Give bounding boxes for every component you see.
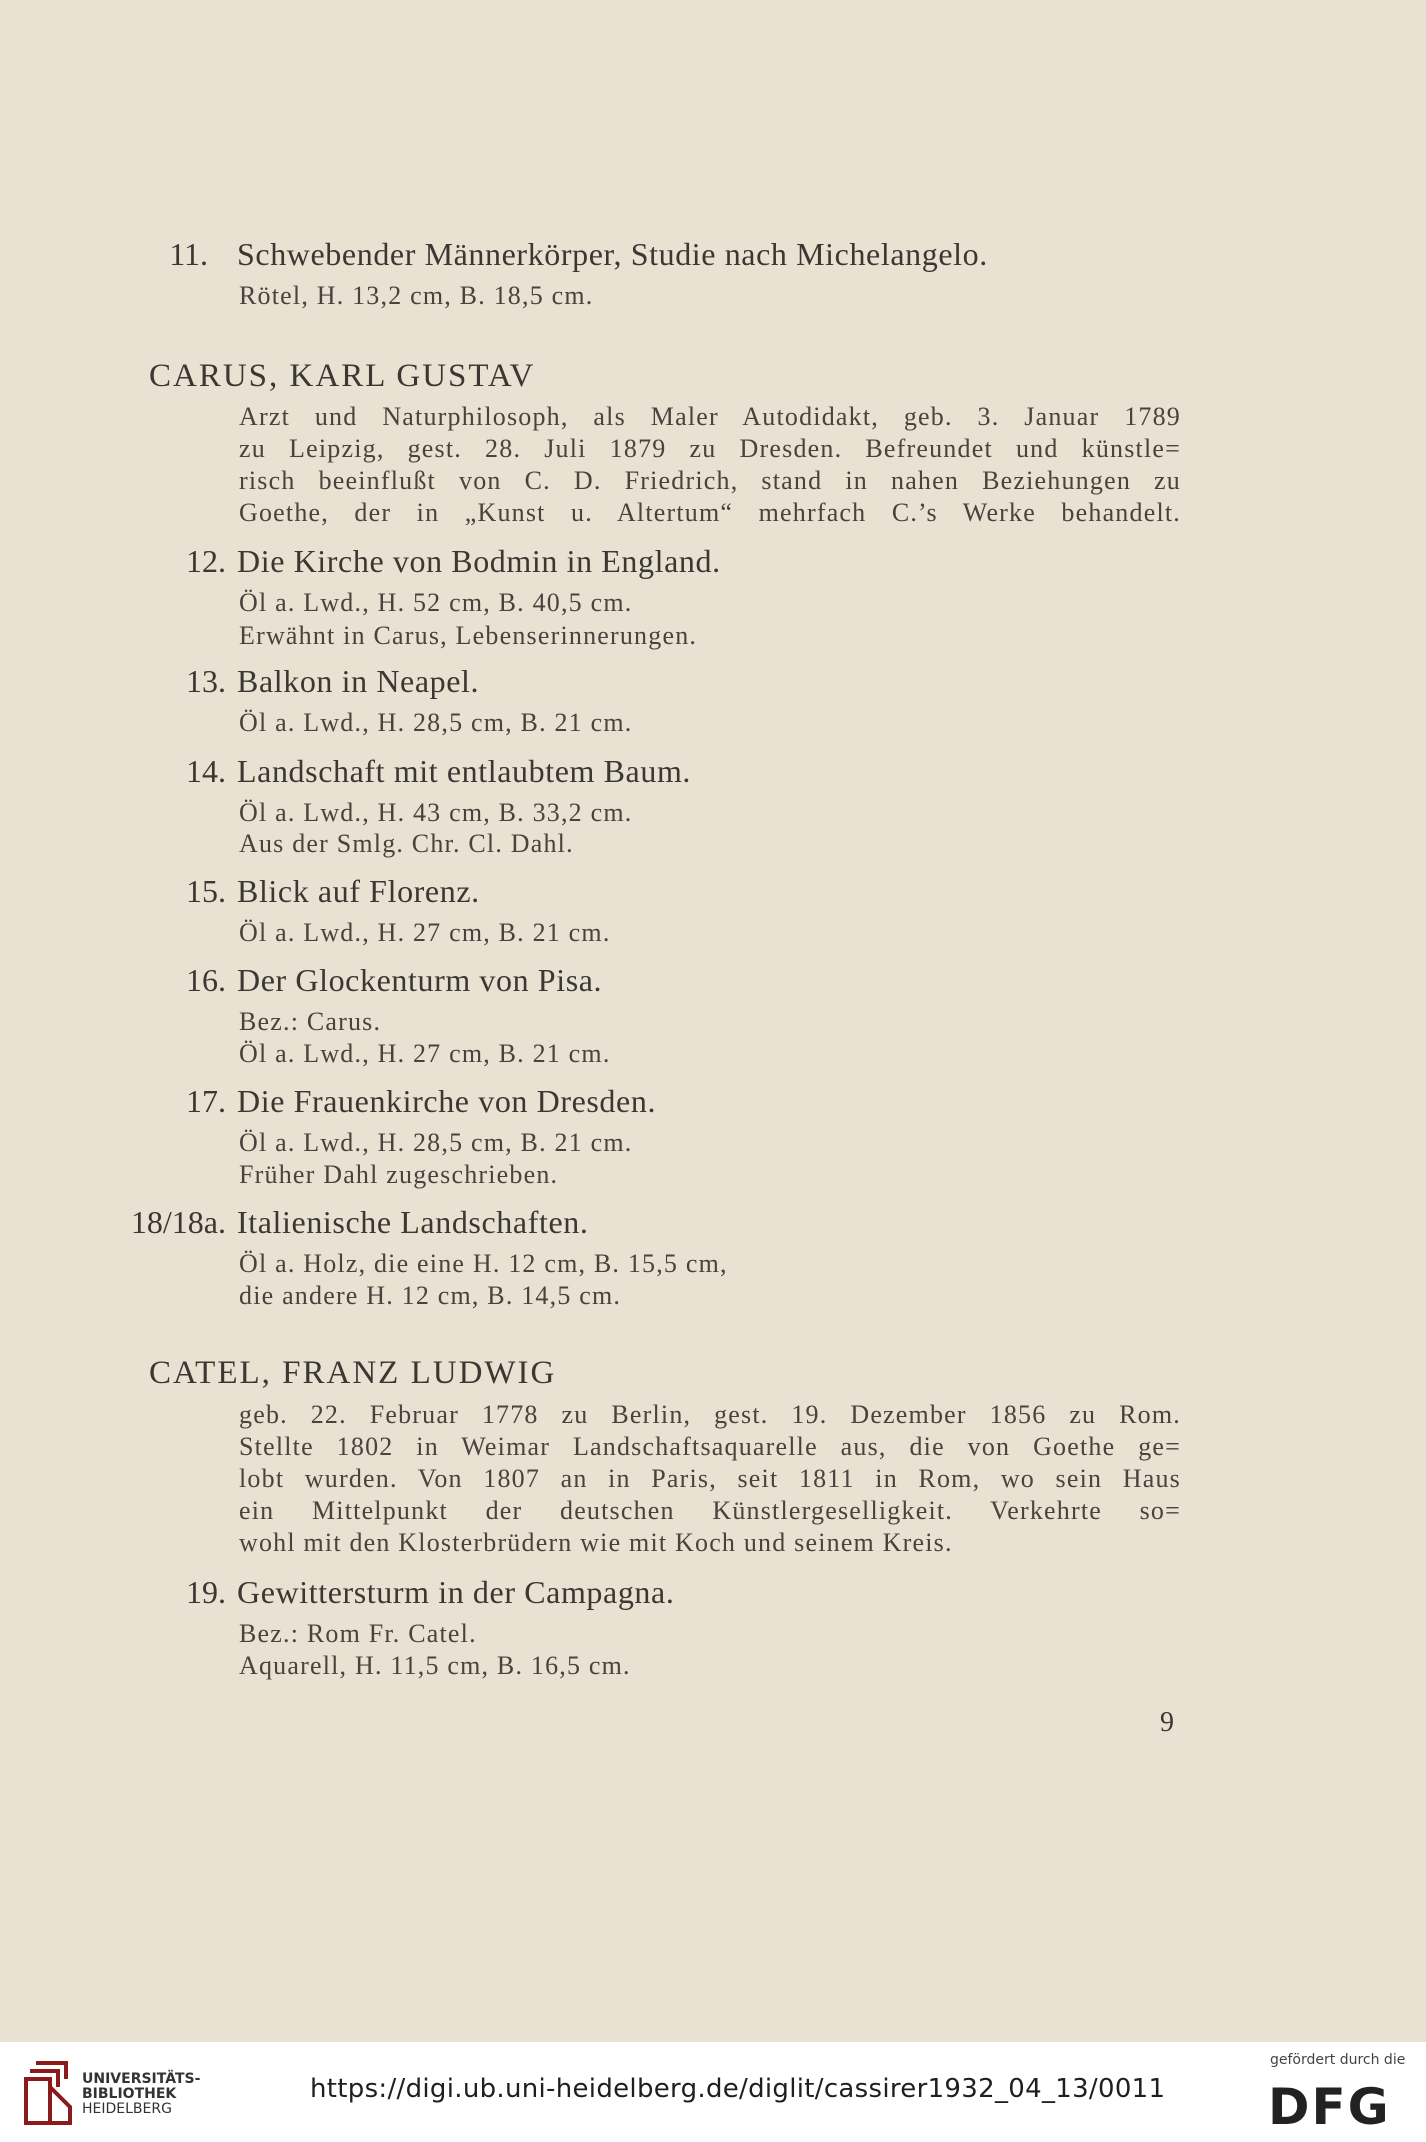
- artist-bio-line: zu Leipzig, gest. 28. Juli 1879 zu Dresden. Befreundet und künstle=: [239, 434, 1181, 463]
- artist-bio-line: Arzt und Naturphilosoph, als Maler Autodidakt, geb. 3. Januar 1789: [239, 402, 1181, 431]
- entry-number: 13.: [186, 663, 226, 699]
- entry-number: 14.: [186, 753, 226, 789]
- entry-title: Die Kirche von Bodmin in England.: [237, 543, 721, 579]
- entry-number: 11.: [169, 236, 208, 272]
- artist-heading: CATEL, FRANZ LUDWIG: [149, 1355, 557, 1391]
- entry-detail: Früher Dahl zugeschrieben.: [239, 1160, 559, 1189]
- entry-detail: Aquarell, H. 11,5 cm, B. 16,5 cm.: [239, 1651, 631, 1680]
- artist-heading: CARUS, KARL GUSTAV: [149, 358, 536, 394]
- entry-detail: Öl a. Lwd., H. 27 cm, B. 21 cm.: [239, 918, 611, 947]
- entry-title: Landschaft mit entlaubtem Baum.: [237, 753, 692, 789]
- artist-bio-line: lobt wurden. Von 1807 an in Paris, seit 1811 in Rom, wo sein Haus: [239, 1464, 1181, 1493]
- entry-title: Gewittersturm in der Campagna.: [237, 1574, 675, 1610]
- entry-number: 16.: [186, 962, 226, 998]
- entry-detail: Öl a. Lwd., H. 27 cm, B. 21 cm.: [239, 1039, 611, 1068]
- entry-number: 18/18a.: [130, 1204, 226, 1240]
- artist-bio-line: Stellte 1802 in Weimar Landschaftsaquarelle aus, die von Goethe ge=: [239, 1432, 1181, 1461]
- entry-title: Schwebender Männerkörper, Studie nach Michelangelo.: [237, 236, 988, 272]
- entry-number: 12.: [186, 543, 226, 579]
- library-name-line: BIBLIOTHEK: [82, 2086, 177, 2102]
- entry-title: Die Frauenkirche von Dresden.: [237, 1083, 657, 1119]
- entry-title: Der Glockenturm von Pisa.: [237, 962, 603, 998]
- artist-bio-line: Goethe, der in „Kunst u. Altertum“ mehrfach C.’s Werke behandelt.: [239, 498, 1181, 527]
- permalink-url[interactable]: https://digi.ub.uni-heidelberg.de/diglit/cassirer1932_04_13/0011: [310, 2074, 1166, 2104]
- entry-detail: Bez.: Rom Fr. Catel.: [239, 1619, 477, 1648]
- entry-detail: Erwähnt in Carus, Lebenserinnerungen.: [239, 621, 698, 650]
- entry-detail: Öl a. Holz, die eine H. 12 cm, B. 15,5 cm,: [239, 1249, 728, 1278]
- page-number: 9: [1160, 1707, 1175, 1738]
- entry-detail: Öl a. Lwd., H. 52 cm, B. 40,5 cm.: [239, 588, 633, 617]
- artist-bio-line: geb. 22. Februar 1778 zu Berlin, gest. 19. Dezember 1856 zu Rom.: [239, 1400, 1181, 1429]
- funded-by-label: gefördert durch die: [1270, 2052, 1406, 2068]
- entry-detail: Öl a. Lwd., H. 28,5 cm, B. 21 cm.: [239, 1128, 633, 1157]
- artist-bio-line: risch beeinflußt von C. D. Friedrich, stand in nahen Beziehungen zu: [239, 466, 1181, 495]
- library-name-line: HEIDELBERG: [82, 2101, 172, 2117]
- footer-bar: [0, 2042, 1426, 2142]
- entry-detail: die andere H. 12 cm, B. 14,5 cm.: [239, 1281, 622, 1310]
- dfg-logo[interactable]: DFG: [1268, 2078, 1391, 2136]
- entry-detail: Öl a. Lwd., H. 43 cm, B. 33,2 cm.: [239, 798, 633, 827]
- entry-title: Balkon in Neapel.: [237, 663, 480, 699]
- artist-bio-line: ein Mittelpunkt der deutschen Künstlergeselligkeit. Verkehrte so=: [239, 1496, 1181, 1525]
- entry-number: 19.: [186, 1574, 226, 1610]
- library-name-line: UNIVERSITÄTS-: [82, 2071, 201, 2087]
- entry-title: Italienische Landschaften.: [237, 1204, 589, 1240]
- entry-detail: Öl a. Lwd., H. 28,5 cm, B. 21 cm.: [239, 708, 633, 737]
- entry-number: 15.: [186, 873, 226, 909]
- artist-bio-line: wohl mit den Klosterbrüdern wie mit Koch und seinem Kreis.: [239, 1528, 953, 1557]
- entry-detail: Aus der Smlg. Chr. Cl. Dahl.: [239, 829, 574, 858]
- entry-detail: Rötel, H. 13,2 cm, B. 18,5 cm.: [239, 281, 594, 310]
- university-library-logo-icon[interactable]: [22, 2057, 77, 2127]
- entry-detail: Bez.: Carus.: [239, 1007, 382, 1036]
- entry-number: 17.: [186, 1083, 226, 1119]
- entry-title: Blick auf Florenz.: [237, 873, 480, 909]
- library-name: [82, 2072, 200, 2117]
